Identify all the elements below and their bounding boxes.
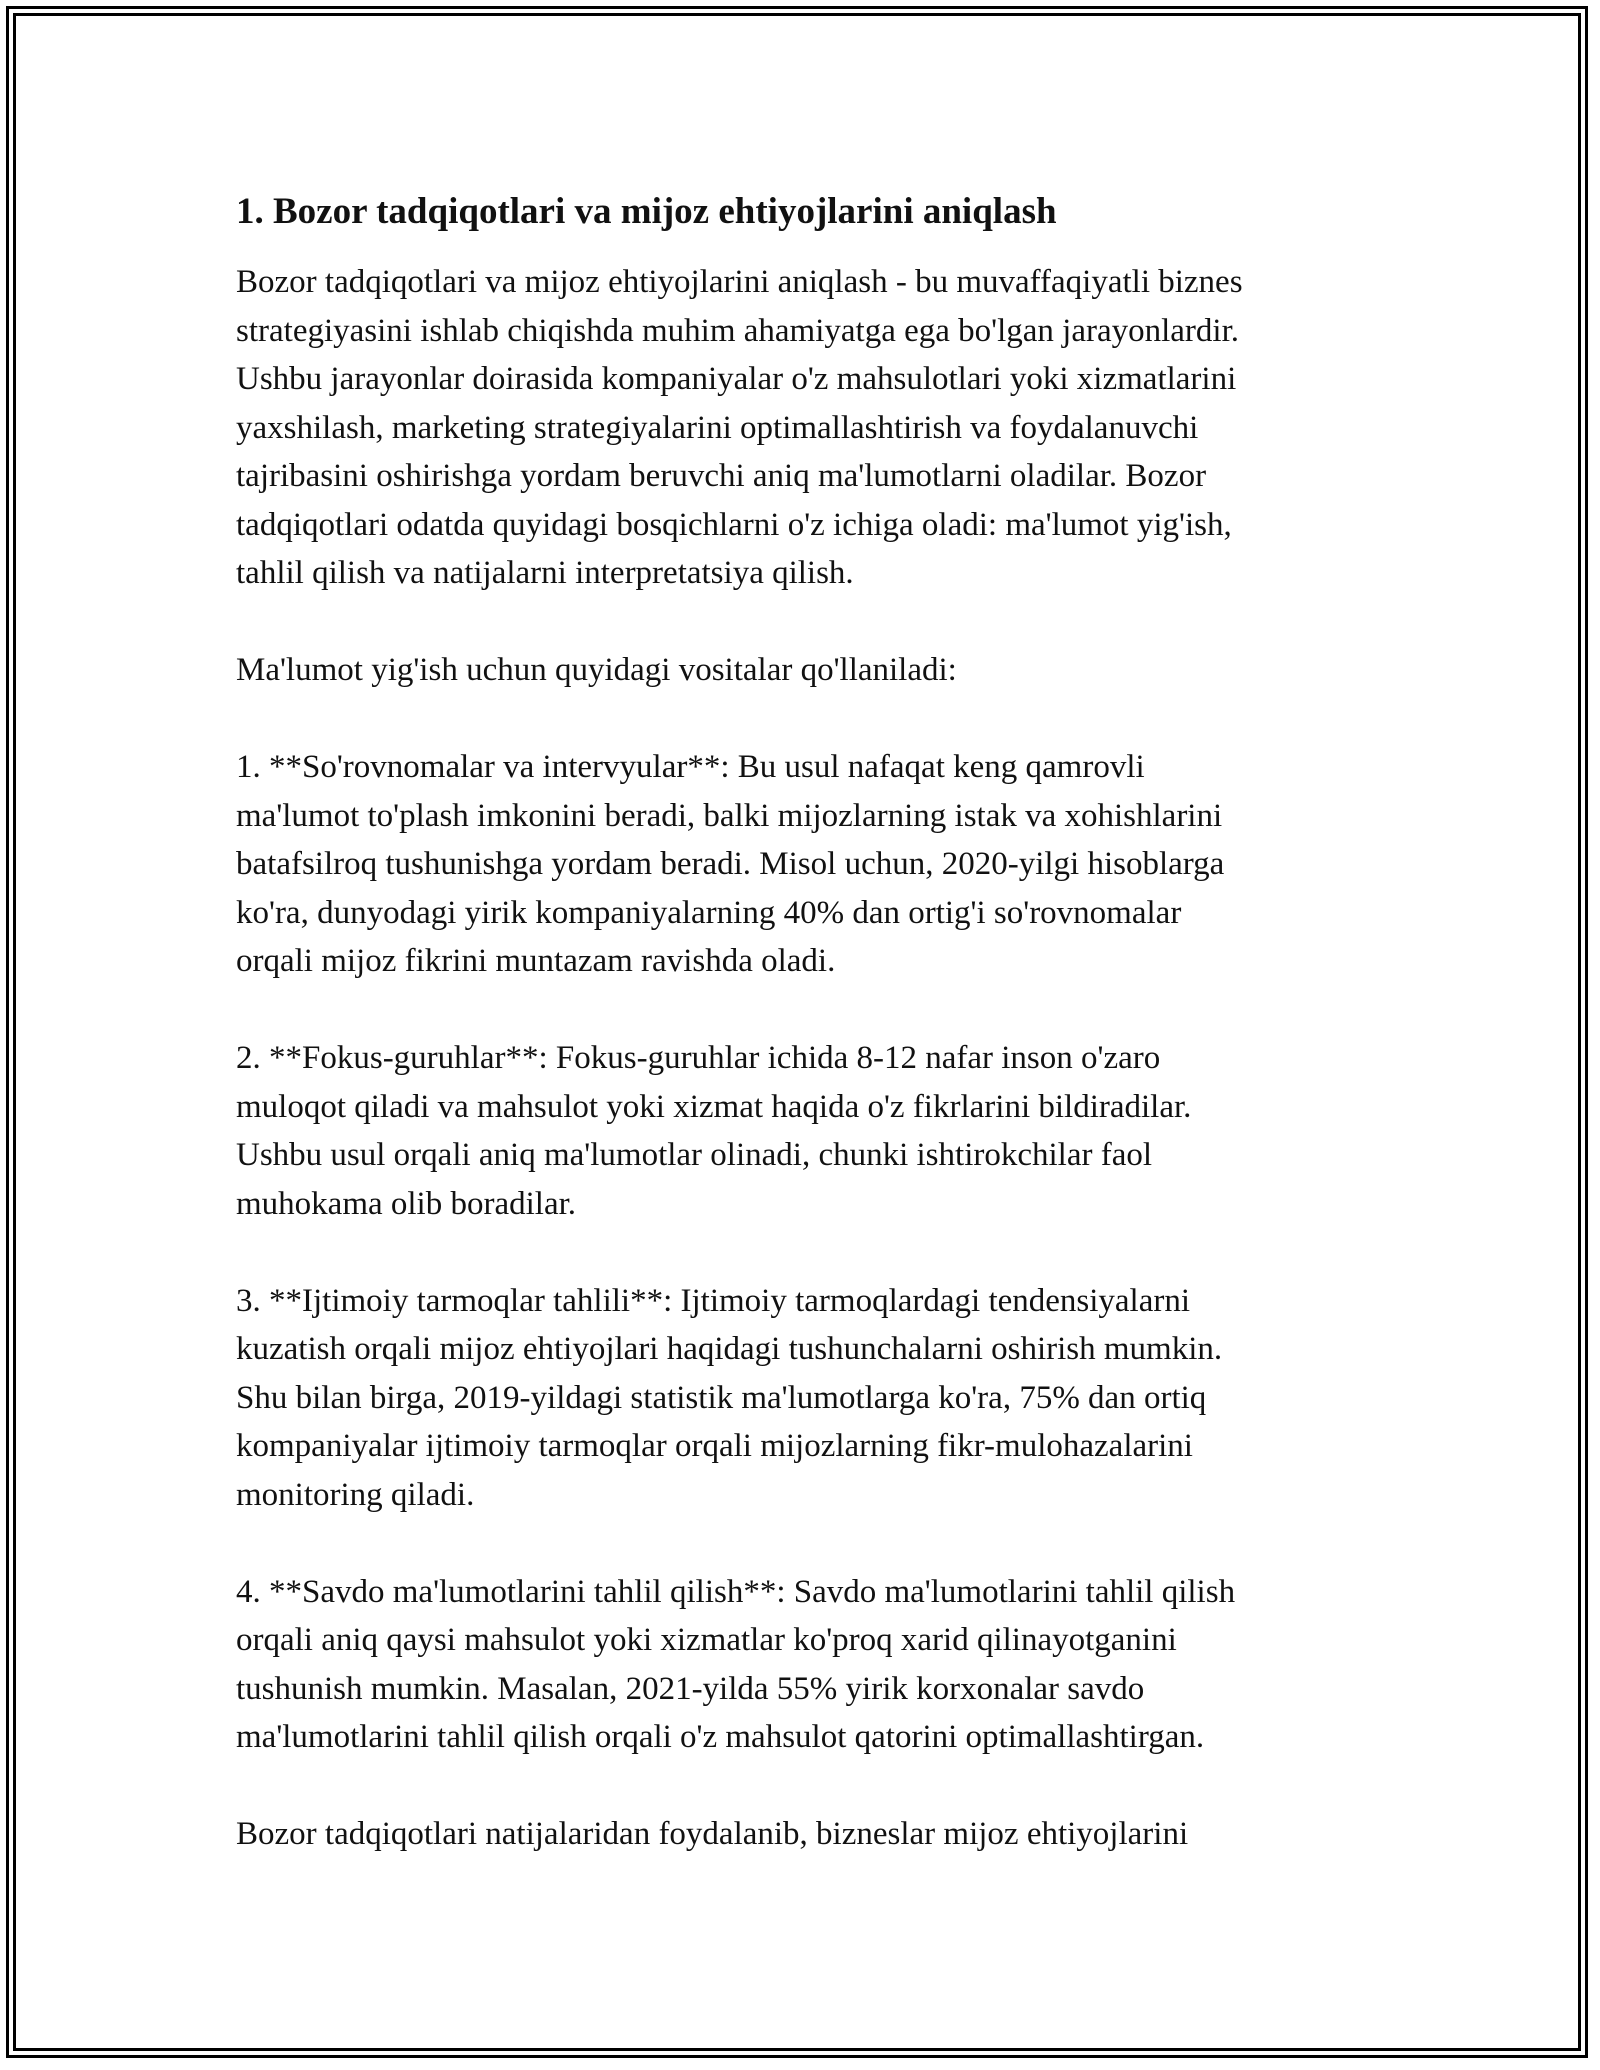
tools-lead-paragraph: Ma'lumot yig'ish uchun quyidagi vositalar qo'llaniladi: [236,652,957,688]
document-page [236,186,1366,1907]
list-item-social-media: 3. **Ijtimoiy tarmoqlar tahlili**: Ijtimoiy tarmoqlardagi tendensiyalarni kuzatish orqali mijoz ehtiyojlari haqidagi tushunchalarni oshirish mumkin. Shu bilan birga, 2019-yildagi statistik ma'lumotlarga ko'ra, 75% dan ortiq kompaniyalar ijtimoiy tarmoqlar orqali mijozlarning fikr-mulohazalarini monitoring qiladi. [236,1282,1223,1513]
list-item-sales-data: 4. **Savdo ma'lumotlarini tahlil qilish**: Savdo ma'lumotlarini tahlil qilish orqali aniq qaysi mahsulot yoki xizmatlar ko'proq xarid qilinayotganini tushunish mumkin. Masalan, 2021-yilda 55% yirik korxonalar savdo ma'lumotlarini tahlil qilish orqali o'z mahsulot qatorini optimallashtirgan. [236,1573,1236,1755]
list-item-surveys: 1. **So'rovnomalar va intervyular**: Bu usul nafaqat keng qamrovli ma'lumot to'plash imkonini beradi, balki mijozlarning istak va xohishlarini batafsilroq tushunishga yordam beradi. Misol uchun, 2020-yilgi hisoblarga ko'ra, dunyodagi yirik kompaniyalarning 40% dan ortig'i so'rovnomalar orqali mijoz fikrini muntazam ravishda oladi. [236,749,1225,979]
closing-paragraph: Bozor tadqiqotlari natijalaridan foydalanib, bizneslar mijoz ehtiyojlarini [236,1816,1189,1852]
section-heading: 1. Bozor tadqiqotlari va mijoz ehtiyojlarini aniqlash [236,191,1057,232]
intro-paragraph: Bozor tadqiqotlari va mijoz ehtiyojlarini aniqlash - bu muvaffaqiyatli biznes strategiyasini ishlab chiqishda muhim ahamiyatga ega bo'lgan jarayonlardir. Ushbu jarayonlar doirasida kompaniyalar o'z mahsulotlari yoki xizmatlarini yaxshilash, marketing strategiyalarini optimallashtirish va foydalanuvchi tajribasini oshirishga yordam beruvchi aniq ma'lumotlarni oladilar. Bozor tadqiqotlari odatda quyidagi bosqichlarni o'z ichiga oladi: ma'lumot yig'ish, tahlil qilish va natijalarni interpretatsiya qilish. [236,264,1243,591]
list-item-focus-groups: 2. **Fokus-guruhlar**: Fokus-guruhlar ichida 8-12 nafar inson o'zaro muloqot qiladi va mahsulot yoki xizmat haqida o'z fikrlarini bildiradilar. Ushbu usul orqali aniq ma'lumotlar olinadi, chunki ishtirokchilar faol muhokama olib boradilar. [236,1040,1192,1222]
